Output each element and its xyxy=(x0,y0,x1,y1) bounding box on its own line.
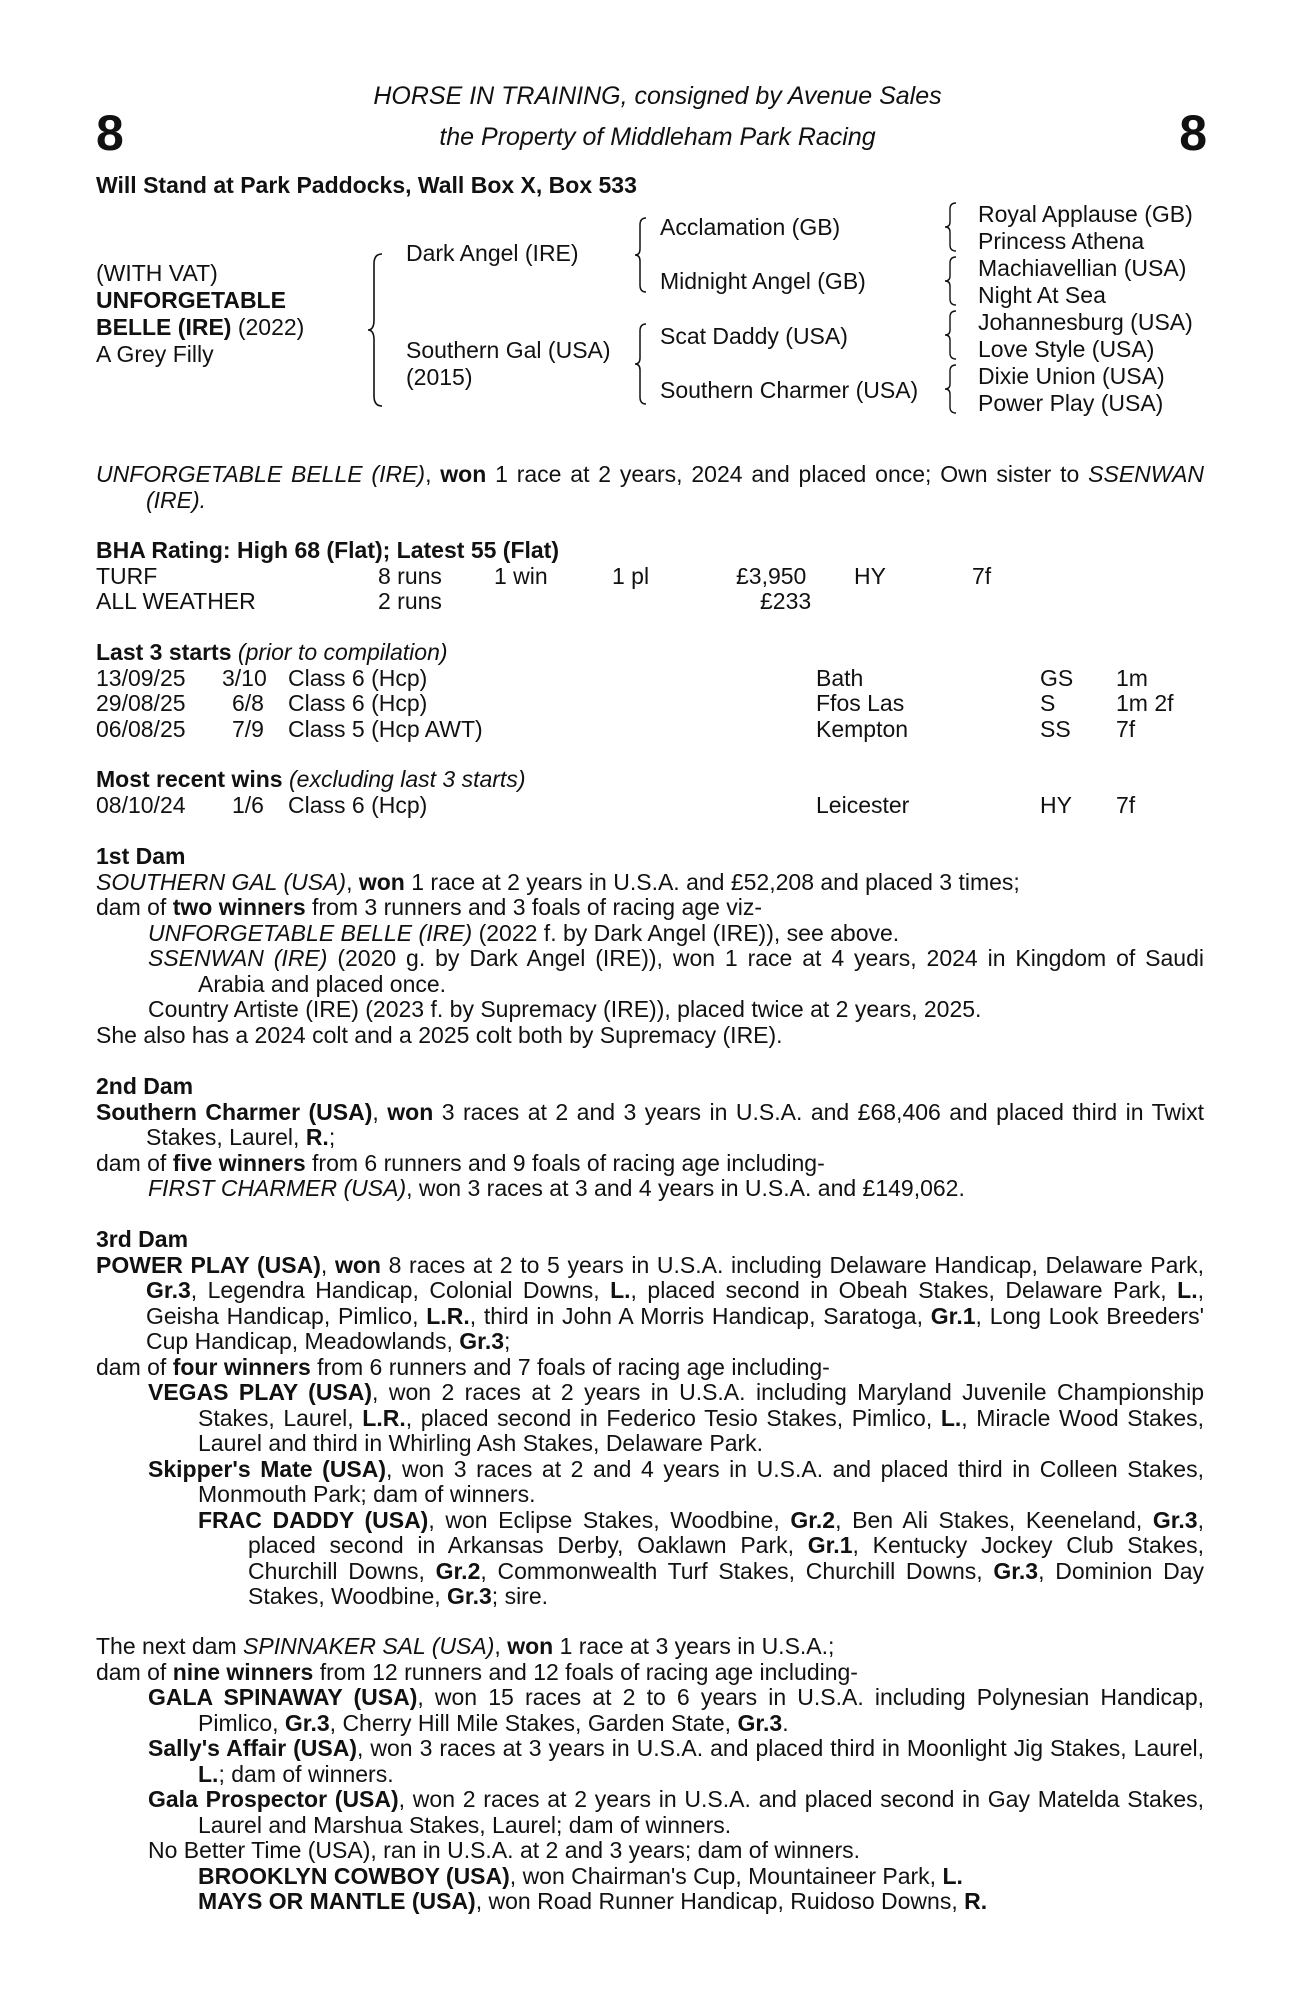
next-dam: The next dam SPINNAKER SAL (USA), won 1 race at 3 years in U.S.A.; dam of nine winners from 12 runners and 12 foals of racing age including- GALA SPINAWAY (USA), won 15 races at 2 to 6 years in U.S.A. including Polynesian Handicap, Pimlico, Gr.3, Cherry Hill Mile Stakes, Garden State, Gr.3. Sally's Affair (USA), won 3 races at 3 years in U.S.A. and placed third in Moonlight Jig Stakes, Laurel, L.; dam of winners. Gala Prospector (USA), won 2 races at 2 years in U.S.A. and placed second in Gay Matelda Stakes, Laurel and Marshua Stakes, Laurel; dam of winners. No Better Time (USA), ran in U.S.A. at 2 and 3 years; dam of winners. BROOKLYN COWBOY (USA), won Chairman's Cup, Mountaineer Park, L. MAYS OR MANTLE (USA), won Road Runner Handicap, Ruidoso Downs, R. xyxy=(96,1633,1205,1914)
rating-row-aw: ALL WEATHER 2 runs £233 xyxy=(96,588,812,614)
sd-dam: Night At Sea xyxy=(978,282,1106,308)
ds-sire: Johannesburg (USA) xyxy=(978,309,1193,335)
horse-name-line1: UNFORGETABLE xyxy=(96,287,286,313)
first-dam: 1st Dam SOUTHERN GAL (USA), won 1 race at 2 years in U.S.A. and £52,208 and placed 3 times; dam of two winners from 3 runners and 3 foals of racing age viz- UNFORGETABLE BELLE (IRE) (2022 f. by Dark Angel (IRE)), see above. SSENWAN (IRE) (2020 g. by Dark Angel (IRE)), won 1 race at 4 years, 2024 in Kingdom of Saudi Arabia and placed once. Country Artiste (IRE) (2023 f. by Supremacy (IRE)), placed twice at 2 years, 2025. She also has a 2024 colt and a 2025 colt both by Supremacy (IRE). xyxy=(96,843,1204,1048)
last-starts xyxy=(96,640,1204,742)
start-row: 29/08/25 6/8 Class 6 (Hcp) Ffos Las S 1m 2f xyxy=(96,690,1174,716)
horse-description: A Grey Filly xyxy=(96,341,214,367)
rating-row-turf: TURF 8 runs 1 win 1 pl £3,950 HY 7f xyxy=(96,562,992,589)
dam-sire: Scat Daddy (USA) xyxy=(660,323,848,349)
dd-sire: Dixie Union (USA) xyxy=(978,363,1165,389)
dd-dam: Power Play (USA) xyxy=(978,390,1164,416)
start-row: 06/08/25 7/9 Class 5 (Hcp AWT) Kempton SS 7f xyxy=(96,715,1136,742)
win-row: 08/10/24 1/6 Class 6 (Hcp) Leicester HY 7f xyxy=(96,791,1136,818)
third-dam: 3rd Dam POWER PLAY (USA), won 8 races at 2 to 5 years in U.S.A. including Delaware Handicap, Delaware Park, Gr.3, Legendra Handicap, Colonial Downs, L., placed second in Obeah Stakes, Delaware Park, L., Geisha Handicap, Pimlico, L.R., third in John A Morris Handicap, Saratoga, Gr.1, Long Look Breeders' Cup Handicap, Meadowlands, Gr.3; dam of four winners from 6 runners and 7 foals of racing age including- VEGAS PLAY (USA), won 2 races at 2 years in U.S.A. including Maryland Juvenile Championship Stakes, Laurel, L.R., placed second in Federico Tesio Stakes, Pimlico, L., Miracle Wood Stakes, Laurel and third in Whirling Ash Stakes, Delaware Park. Skipper's Mate (USA), won 3 races at 2 and 4 years in U.S.A. and placed third in Colleen Stakes, Monmouth Park; dam of winners. FRAC DADDY (USA), won Eclipse Stakes, Woodbine, Gr.2, Ben Ali Stakes, Keeneland, Gr.3, placed second in Arkansas Derby, Oaklawn Park, Gr.1, Kentucky Jockey Club Stakes, Churchill Downs, Gr.2, Commonwealth Turf Stakes, Churchill Downs, Gr.3, Dominion Day Stakes, Woodbine, Gr.3; sire. xyxy=(96,1226,1205,1609)
ss-sire: Royal Applause (GB) xyxy=(978,201,1193,227)
dam: Southern Gal (USA) xyxy=(406,337,611,363)
ss-dam: Princess Athena xyxy=(978,228,1145,254)
brace-dam xyxy=(634,321,648,407)
dam-dam: Southern Charmer (USA) xyxy=(660,377,919,403)
sire-sire: Acclamation (GB) xyxy=(660,214,841,240)
last-starts-title: Last 3 starts (prior to compilation) xyxy=(96,639,448,665)
stand-location: Will Stand at Park Paddocks, Wall Box X, Box 533 xyxy=(96,172,637,198)
brace-ds xyxy=(944,309,958,361)
bha-rating xyxy=(96,538,1204,615)
brace-sd xyxy=(944,255,958,307)
brace-sire xyxy=(634,215,648,295)
dam-year: (2015) xyxy=(406,364,473,390)
third-dam-title: 3rd Dam xyxy=(96,1226,189,1252)
horse-name-line2: BELLE (IRE) (2022) xyxy=(96,314,305,340)
ds-dam: Love Style (USA) xyxy=(978,336,1155,362)
brace-main xyxy=(366,250,386,410)
recent-wins xyxy=(96,767,1204,818)
start-row: 13/09/25 3/10 Class 6 (Hcp) Bath GS 1m xyxy=(96,664,1148,691)
recent-wins-title: Most recent wins (excluding last 3 starts) xyxy=(96,766,526,792)
first-dam-title: 1st Dam xyxy=(96,843,186,869)
vat-note: (WITH VAT) xyxy=(96,260,218,286)
sd-sire: Machiavellian (USA) xyxy=(978,255,1187,281)
lot-number-right: 8 xyxy=(1179,105,1207,161)
second-dam: 2nd Dam Southern Charmer (USA), won 3 races at 2 and 3 years in U.S.A. and £68,406 and placed third in Twixt Stakes, Laurel, R.; dam of five winners from 6 runners and 9 foals of racing age including- FIRST CHARMER (USA), won 3 races at 3 and 4 years in U.S.A. and £149,062. xyxy=(96,1073,1204,1201)
sire: Dark Angel (IRE) xyxy=(406,240,579,266)
lot-number-left: 8 xyxy=(96,105,124,161)
consignment-line: HORSE IN TRAINING, consigned by Avenue Sales xyxy=(373,82,942,110)
brace-ss xyxy=(944,201,958,253)
second-dam-title: 2nd Dam xyxy=(96,1073,194,1099)
brace-dd xyxy=(944,363,958,415)
race-summary: UNFORGETABLE BELLE (IRE), won 1 race at 2 years, 2024 and placed once; Own sister to SSENWAN (IRE). xyxy=(96,461,1205,513)
rating-title: BHA Rating: High 68 (Flat); Latest 55 (Flat) xyxy=(96,537,559,563)
sire-dam: Midnight Angel (GB) xyxy=(660,268,866,294)
property-line: the Property of Middleham Park Racing xyxy=(439,123,876,151)
